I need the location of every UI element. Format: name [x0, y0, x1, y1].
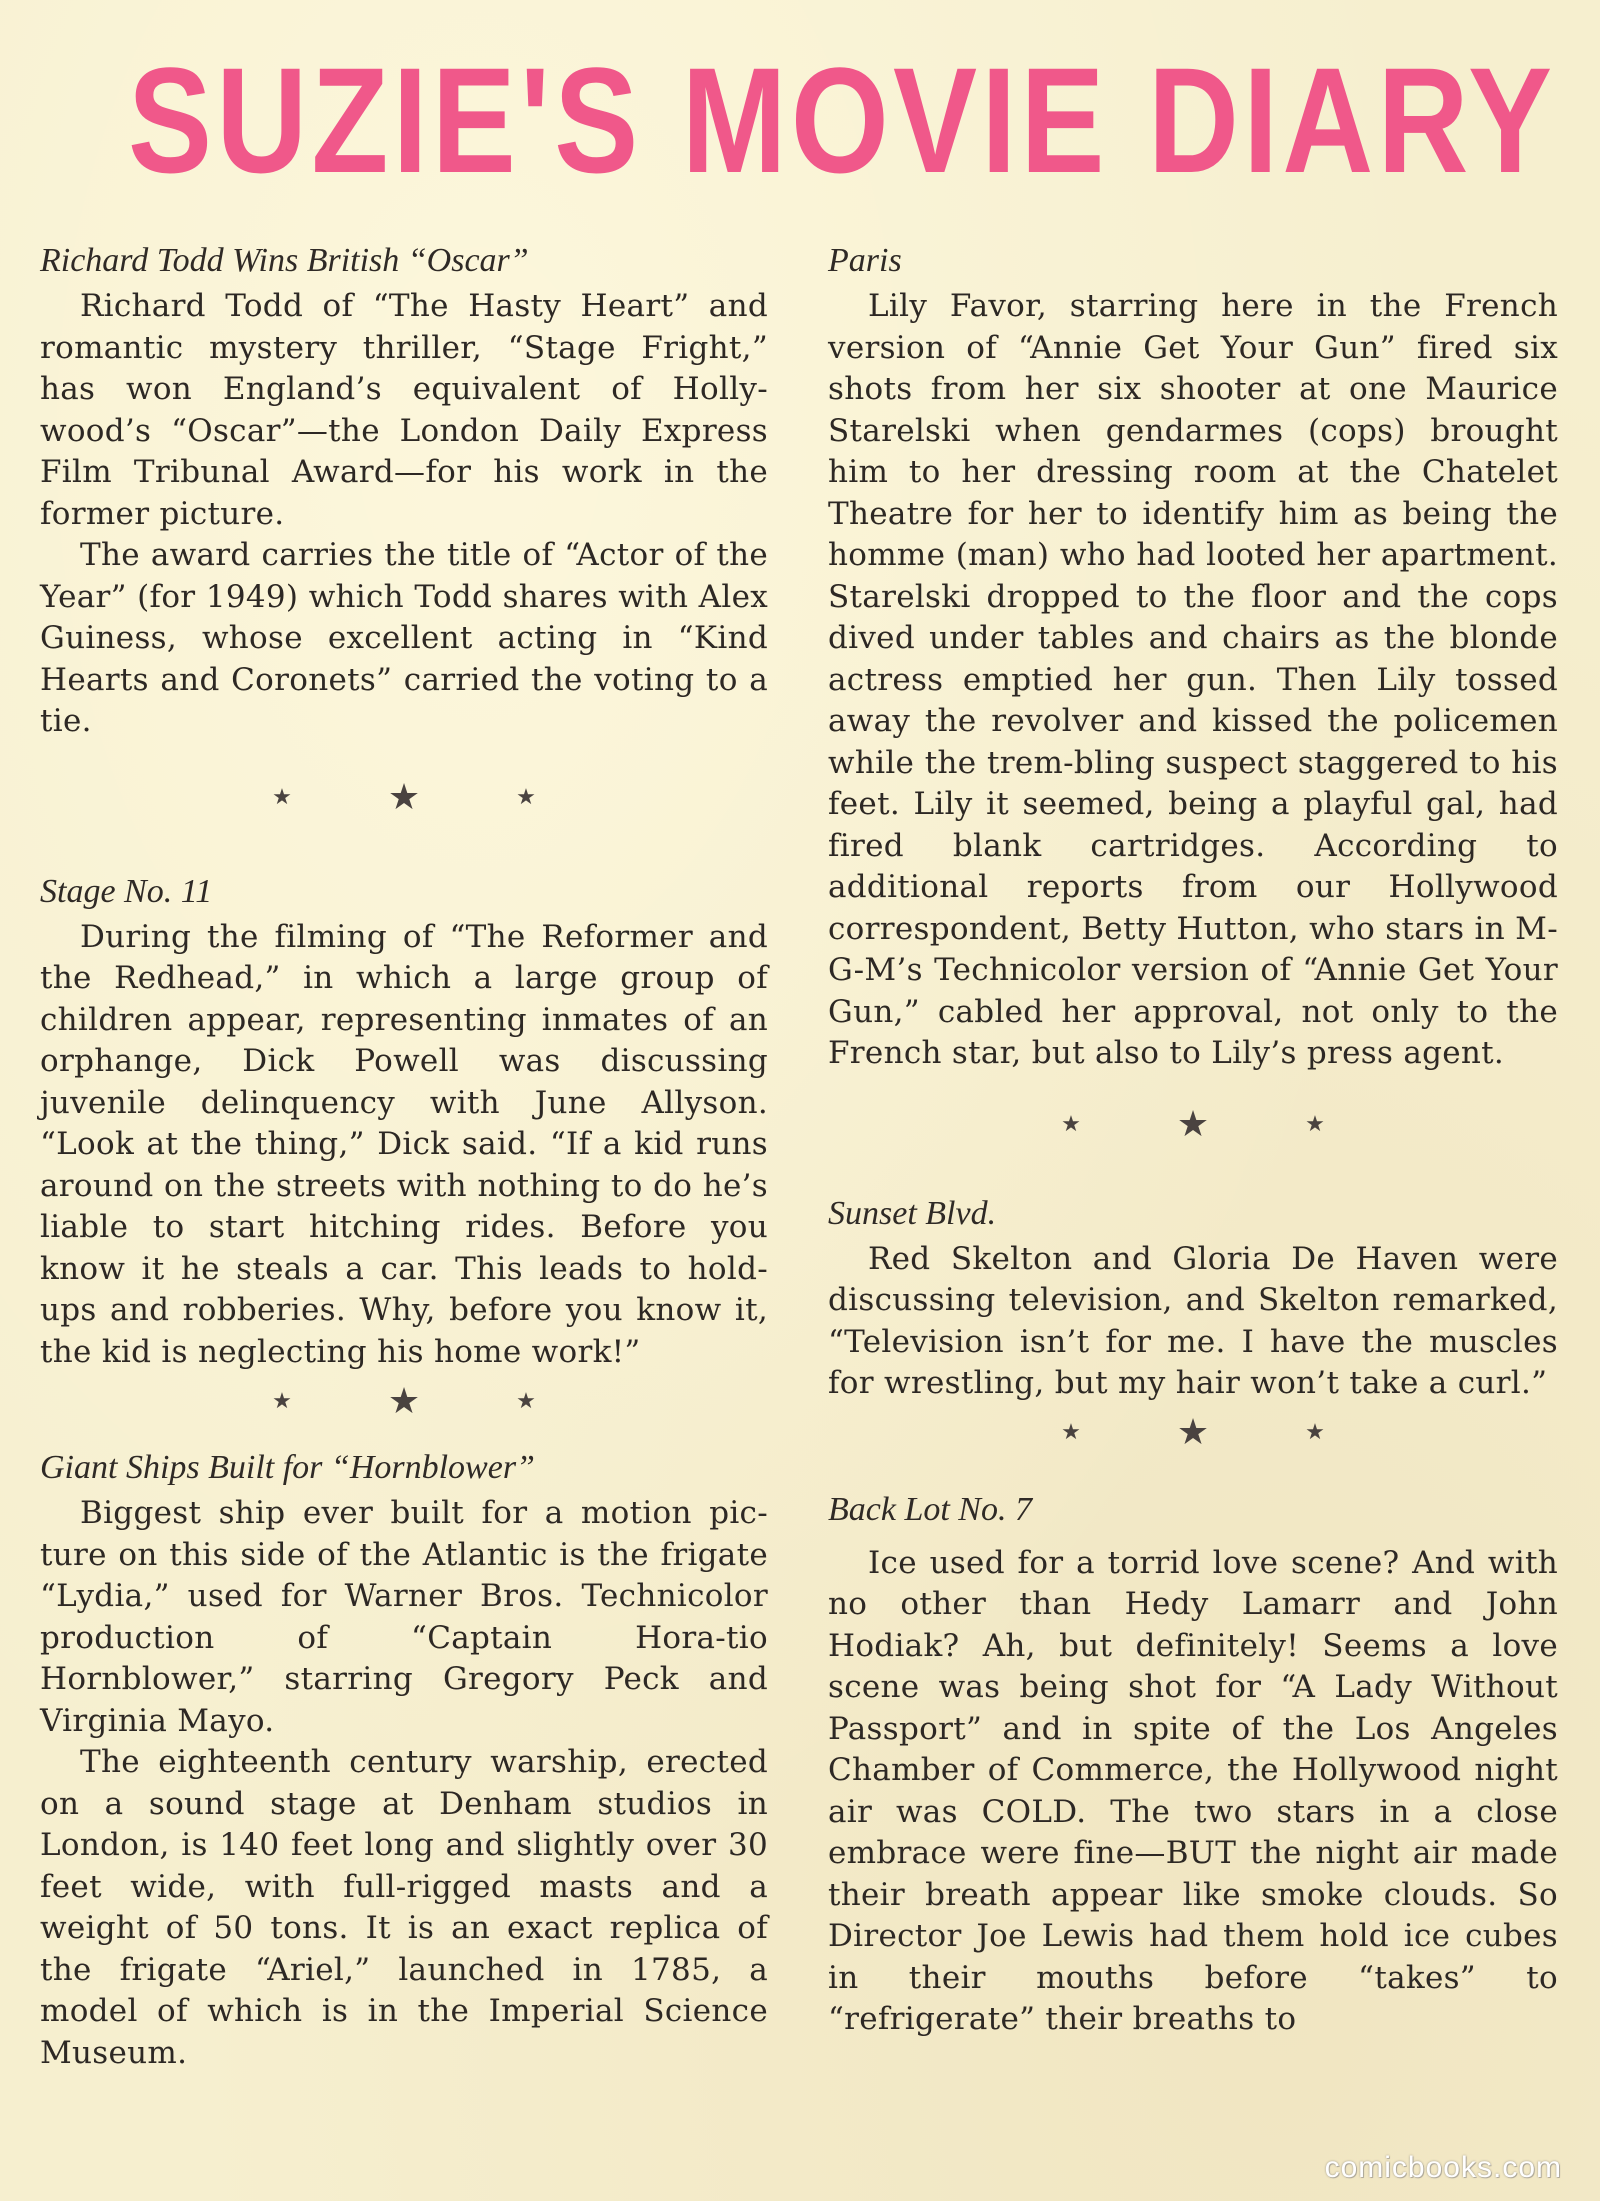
star-separator [828, 1405, 1558, 1461]
star-icon: ★ [1305, 1420, 1325, 1445]
article-hornblower [40, 1447, 768, 2074]
article-paragraph: Richard Todd of “The Hasty Heart” and romantic mystery thriller, “Stage Fright,” has won England’s equivalent of Holly-wood’s “Oscar”—the London Daily Express Film Tribunal Award—for his work in the former picture. [40, 288, 768, 532]
article-paragraph: The award carries the title of “Actor of the Year” (for 1949) which Todd shares with Alex Guiness, whose excellent acting in “Kind Hearts and Coronets” carried the voting to a tie. [40, 537, 768, 739]
article-heading: Sunset Blvd. [828, 1194, 997, 1232]
page-title: SUZIE'S MOVIE DIARY [128, 36, 1557, 204]
star-icon: ★ [1176, 1412, 1210, 1453]
star-separator [40, 743, 768, 853]
article-sunset-blvd [828, 1193, 1558, 1405]
star-separator [40, 1373, 768, 1429]
article-paragraph: Biggest ship ever built for a motion pic-ture on this side of the Atlantic is the frigate “Lydia,” used for Warner Bros. Technicolor production of “Captain Hora-tio Hornblower,” starring Gregory Peck and Virginia Mayo. [40, 1495, 768, 1739]
star-icon: ★ [272, 1388, 292, 1414]
right-column [828, 240, 1558, 2041]
article-paragraph: Red Skelton and Gloria De Haven were discussing television, and Skelton remarked, “Television isn’t for me. I have the muscles for wrestling, but my hair won’t take a curl.” [828, 1240, 1558, 1401]
article-back-lot-7 [828, 1489, 1558, 2041]
star-icon: ★ [272, 785, 292, 810]
star-icon: ★ [1305, 1112, 1325, 1137]
star-separator [828, 1075, 1558, 1175]
article-heading: Richard Todd Wins British “Oscar” [40, 242, 529, 279]
star-icon: ★ [387, 1380, 421, 1422]
watermark: comicbooks.com [1324, 2151, 1562, 2184]
article-heading: Paris [828, 242, 902, 279]
star-icon: ★ [516, 785, 536, 810]
article-heading: Giant Ships Built for “Hornblower” [40, 1449, 535, 1486]
star-icon: ★ [516, 1388, 536, 1414]
star-icon: ★ [1061, 1420, 1081, 1445]
star-icon: ★ [1176, 1104, 1210, 1145]
article-paragraph: Ice used for a torrid love scene? And with no other than Hedy Lamarr and John Hodiak? Ah, but definitely! Seems a love scene was being shot for “A Lady Without Passport” and in spite of the Los Angeles Chamber of Commerce, the Hollywood night air was COLD. The two stars in a close embrace were fine—BUT the night air made their breath appear like smoke clouds. So Director Joe Lewis had them hold ice cubes in their mouths before “takes” to “refrigerate” their breaths to [828, 1544, 1558, 2037]
article-paragraph: Lily Favor, starring here in the French version of “Annie Get Your Gun” fired six shots from her six shooter at one Maurice Starelski when gendarmes (cops) brought him to her dressing room at the Chatelet Theatre for her to identify him as being the homme (man) who had looted her apartment. Starelski dropped to the floor and the cops dived under tables and chairs as the blonde actress emptied her gun. Then Lily tossed away the revolver and kissed the policemen while the trem-bling suspect staggered to his feet. Lily it seemed, being a playful gal, had fired blank cartridges. According to additional reports from our Hollywood correspondent, Betty Hutton, who stars in M-G-M’s Technicolor version of “Annie Get Your Gun,” cabled her approval, not only to the French star, but also to Lily’s press agent. [828, 288, 1558, 1071]
article-paragraph: During the filming of “The Reformer and the Redhead,” in which a large group of children appear, representing inmates of an orphange, Dick Powell was discussing juvenile delinquency with June Allyson. “Look at the thing,” Dick said. “If a kid runs around on the streets with nothing to do he’s liable to start hitching rides. Before you know it he steals a car. This leads to hold-ups and robberies. Why, before you know it, the kid is neglecting his home work!” [40, 918, 768, 1370]
article-paris [828, 240, 1558, 1075]
star-icon: ★ [387, 777, 421, 818]
article-heading: Stage No. 11 [40, 872, 213, 910]
left-column [40, 240, 768, 2074]
article-paragraph: The eighteenth century warship, erected on a sound stage at Denham studios in London, is 140 feet long and slightly over 30 feet wide, with full-rigged masts and a weight of 50 tons. It is an exact replica of the frigate “Ariel,” launched in 1785, a model of which is in the Imperial Science Museum. [40, 1744, 768, 2071]
article-heading: Back Lot No. 7 [828, 1490, 1032, 1528]
article-stage-11 [40, 871, 768, 1374]
article-richard-todd [40, 240, 768, 743]
star-icon: ★ [1061, 1112, 1081, 1137]
